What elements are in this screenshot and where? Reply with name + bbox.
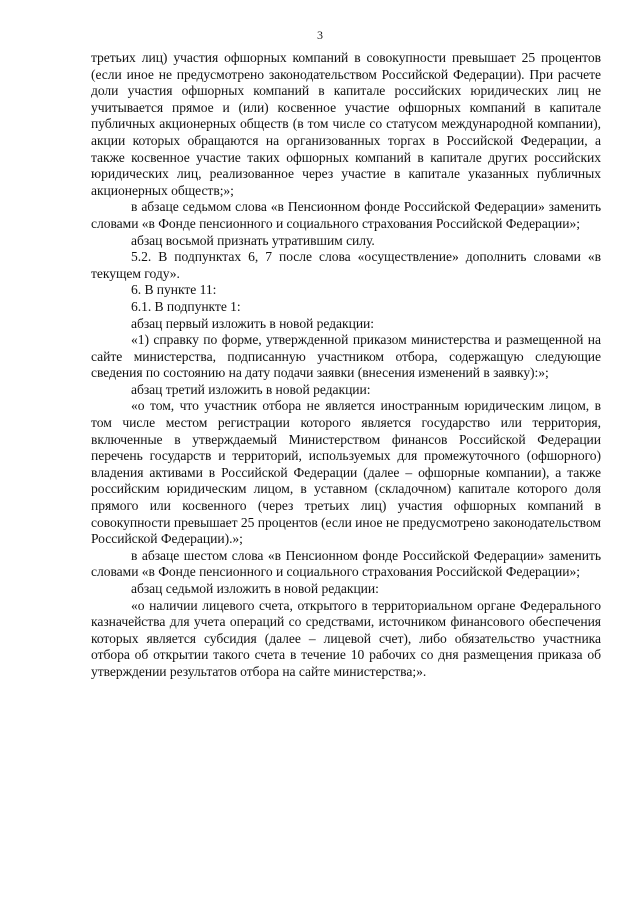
- paragraph-10: «о том, что участник отбора не является иностранным юридическим лицом, в том числе местом регистрации которого является государство или территория, включенные в утверждаемый Министерством финансов Российской Федерации перечень государств и территорий, используемых для промежуточного (офшорного) владения активами в Российской Федерации (далее – офшорные компании), а также российским юридическим лицом, в уставном (складочном) капитале которого доля прямого или косвенного (через третьих лиц) участия офшорных компаний в совокупности превышает 25 процентов (если иное не предусмотрено законодательством Российской Федерации).»;: [91, 398, 601, 547]
- paragraph-8: «1) справку по форме, утвержденной приказом министерства и размещенной на сайте министерства, подписанную участником отбора, содержащую следующие сведения по состоянию на дату подачи заявки (внесения изменений в заявку):»;: [91, 332, 601, 381]
- paragraph-12: абзац седьмой изложить в новой редакции:: [131, 581, 379, 596]
- paragraph-7: абзац первый изложить в новой редакции:: [131, 315, 374, 331]
- paragraph-9: абзац третий изложить в новой редакции:: [131, 381, 371, 397]
- document-body: [91, 50, 601, 681]
- paragraph-4: 5.2. В подпунктах 6, 7 после слова «осуществление» дополнить словами «в текущем году».: [91, 249, 601, 281]
- paragraph-3: абзац восьмой признать утратившим силу.: [131, 232, 375, 248]
- paragraph-2: в абзаце седьмом слова «в Пенсионном фонде Российской Федерации» заменить словами «в Фонде пенсионного и социального страхования Российской Федерации»;: [91, 199, 601, 231]
- paragraph-11: в абзаце шестом слова «в Пенсионном фонде Российской Федерации» заменить словами «в Фонде пенсионного и социального страхования Российской Федерации»;: [91, 547, 601, 580]
- paragraph-13: «о наличии лицевого счета, открытого в территориальном органе Федерального казначейства для учета операций со средствами, источником финансового обеспечения которых является субсидия (далее – лицевой счет), либо обязательство участника отбора об открытии такого счета в течение 10 рабочих со дня размещения приказа об утверждении результатов отбора на сайте министерства;».: [91, 597, 601, 679]
- paragraph-1: третьих лиц) участия офшорных компаний в совокупности превышает 25 процентов (если иное не предусмотрено законодательством Российской Федерации). При расчете доли участия офшорных компаний в капитале российских юридических лиц не учитывается прямое и (или) косвенное участие офшорных компаний в капитале публичных акционерных обществ (в том числе со статусом международной компании), акции которых обращаются на организованных торгах в Российской Федерации, а также косвенное участие таких офшорных компаний в капитале других российских юридических лиц, реализованное через участие в капитале указанных публичных акционерных обществ;»;: [91, 50, 601, 198]
- paragraph-6: 6.1. В подпункте 1:: [131, 298, 241, 314]
- page-number: 3: [317, 28, 323, 42]
- paragraph-5: 6. В пункте 11:: [131, 282, 217, 298]
